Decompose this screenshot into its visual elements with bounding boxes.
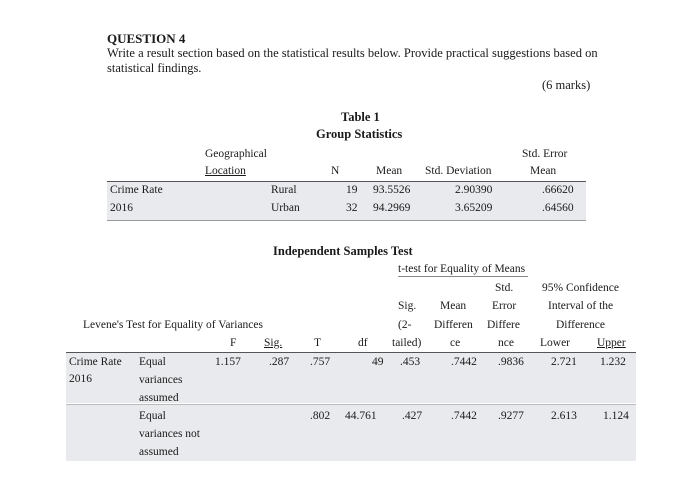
table1-cell-group: Rural <box>271 184 297 196</box>
table2-cell-sig: .287 <box>269 356 290 368</box>
table2-ci-header-3: Difference <box>556 319 605 331</box>
table2-cell-mean-diff: .7442 <box>451 356 477 368</box>
table1-row-label-1: Crime Rate <box>110 184 163 196</box>
table1-caption-number: Table 1 <box>341 110 380 124</box>
table2-col-stderr-4: nce <box>498 337 514 349</box>
table2-cell-std-error: .9836 <box>498 356 524 368</box>
table1-header-std-dev: Std. Deviation <box>425 165 492 177</box>
question-title: QUESTION 4 <box>107 31 186 46</box>
table2-ttest-header: t-test for Equality of Means <box>398 263 526 275</box>
table2-row2-label-1: Equal <box>139 410 166 422</box>
table2-cell-df: 44.761 <box>345 410 377 422</box>
table1-header-mean: Mean <box>376 165 403 177</box>
table1-header-group-2: Location <box>205 165 246 177</box>
table2-col-sig2-2: (2- <box>398 319 412 331</box>
table2-row1-label-1: Equal <box>139 356 166 368</box>
table2-col-stderr-1: Std. <box>495 282 514 294</box>
table2-cell-mean-diff: .7442 <box>451 410 477 422</box>
table1-cell-sd: 2.90390 <box>455 184 493 196</box>
table2-ttest-rule <box>398 276 528 277</box>
table2-cell-f: 1.157 <box>215 356 241 368</box>
table2-cell-sig2: .453 <box>400 356 421 368</box>
table2-col-stderr-2: Error <box>492 300 517 312</box>
question-body: Write a result section based on the statistical results below. Provide practical suggestions based on statistical findings. <box>107 46 598 75</box>
table2-row1-label-2: variances <box>139 374 183 386</box>
table2-col-meandiff-2: Differen <box>434 319 473 331</box>
table1-cell-mean: 93.5526 <box>373 184 411 196</box>
table2-cell-lower: 2.613 <box>551 410 577 422</box>
table1-cell-n: 19 <box>346 184 358 196</box>
table2-row-label-1: Crime Rate <box>69 356 122 368</box>
question-marks: (6 marks) <box>542 78 591 92</box>
table2-cell-lower: 2.721 <box>551 356 577 368</box>
table2-row-separator <box>66 404 636 405</box>
table2-title: Independent Samples Test <box>273 244 413 258</box>
table2-cell-upper: 1.232 <box>600 356 626 368</box>
table2-row1-label-3: assumed <box>139 392 179 404</box>
table2-ci-header-1: 95% Confidence <box>542 282 619 294</box>
table2-row2-label-3: assumed <box>139 446 179 458</box>
table2-row2-label-2: variances not <box>139 428 200 440</box>
table2-header-rule <box>66 352 636 353</box>
table2-col-sig2-1: Sig. <box>398 300 417 312</box>
table2-col-t: T <box>314 337 322 349</box>
table1-cell-mean: 94.2969 <box>373 202 411 214</box>
table1-cell-sd: 3.65209 <box>455 202 493 214</box>
table1-cell-sem: .66620 <box>542 184 574 196</box>
table1-header-n: N <box>331 165 340 177</box>
table2-col-stderr-3: Differe <box>487 319 520 331</box>
table2-ci-header-2: Interval of the <box>548 300 614 312</box>
table1-header-rule <box>107 181 586 182</box>
table2-cell-t: .757 <box>310 356 331 368</box>
table2-cell-upper: 1.124 <box>603 410 629 422</box>
table2-cell-std-error: .9277 <box>498 410 524 422</box>
table2-col-sig: Sig. <box>264 337 283 349</box>
table1-cell-sem: .64560 <box>542 202 574 214</box>
table1-header-sem-1: Std. Error <box>522 148 568 160</box>
table1-cell-n: 32 <box>346 202 358 214</box>
table2-row-label-2: 2016 <box>69 373 92 385</box>
table2-cell-sig2: .427 <box>402 410 423 422</box>
table2-cell-df: 49 <box>372 356 384 368</box>
table1-row-label-2: 2016 <box>110 202 133 214</box>
table2-levene-header: Levene's Test for Equality of Variances <box>83 319 263 331</box>
table2-col-f: F <box>230 337 237 349</box>
table2-col-upper: Upper <box>597 337 626 349</box>
table2-col-sig2-3: tailed) <box>392 337 422 349</box>
table1-cell-group: Urban <box>271 202 300 214</box>
table2-col-df: df <box>358 337 368 349</box>
table2-col-meandiff-1: Mean <box>440 300 467 312</box>
table1-header-sem-2: Mean <box>530 165 557 177</box>
table1-bottom-rule <box>107 220 586 221</box>
table2-col-lower: Lower <box>540 337 571 349</box>
table2-cell-t: .802 <box>310 410 331 422</box>
table1-caption-title: Group Statistics <box>316 127 403 141</box>
table1-header-group-1: Geographical <box>205 148 267 160</box>
table2-col-meandiff-3: ce <box>450 337 461 349</box>
